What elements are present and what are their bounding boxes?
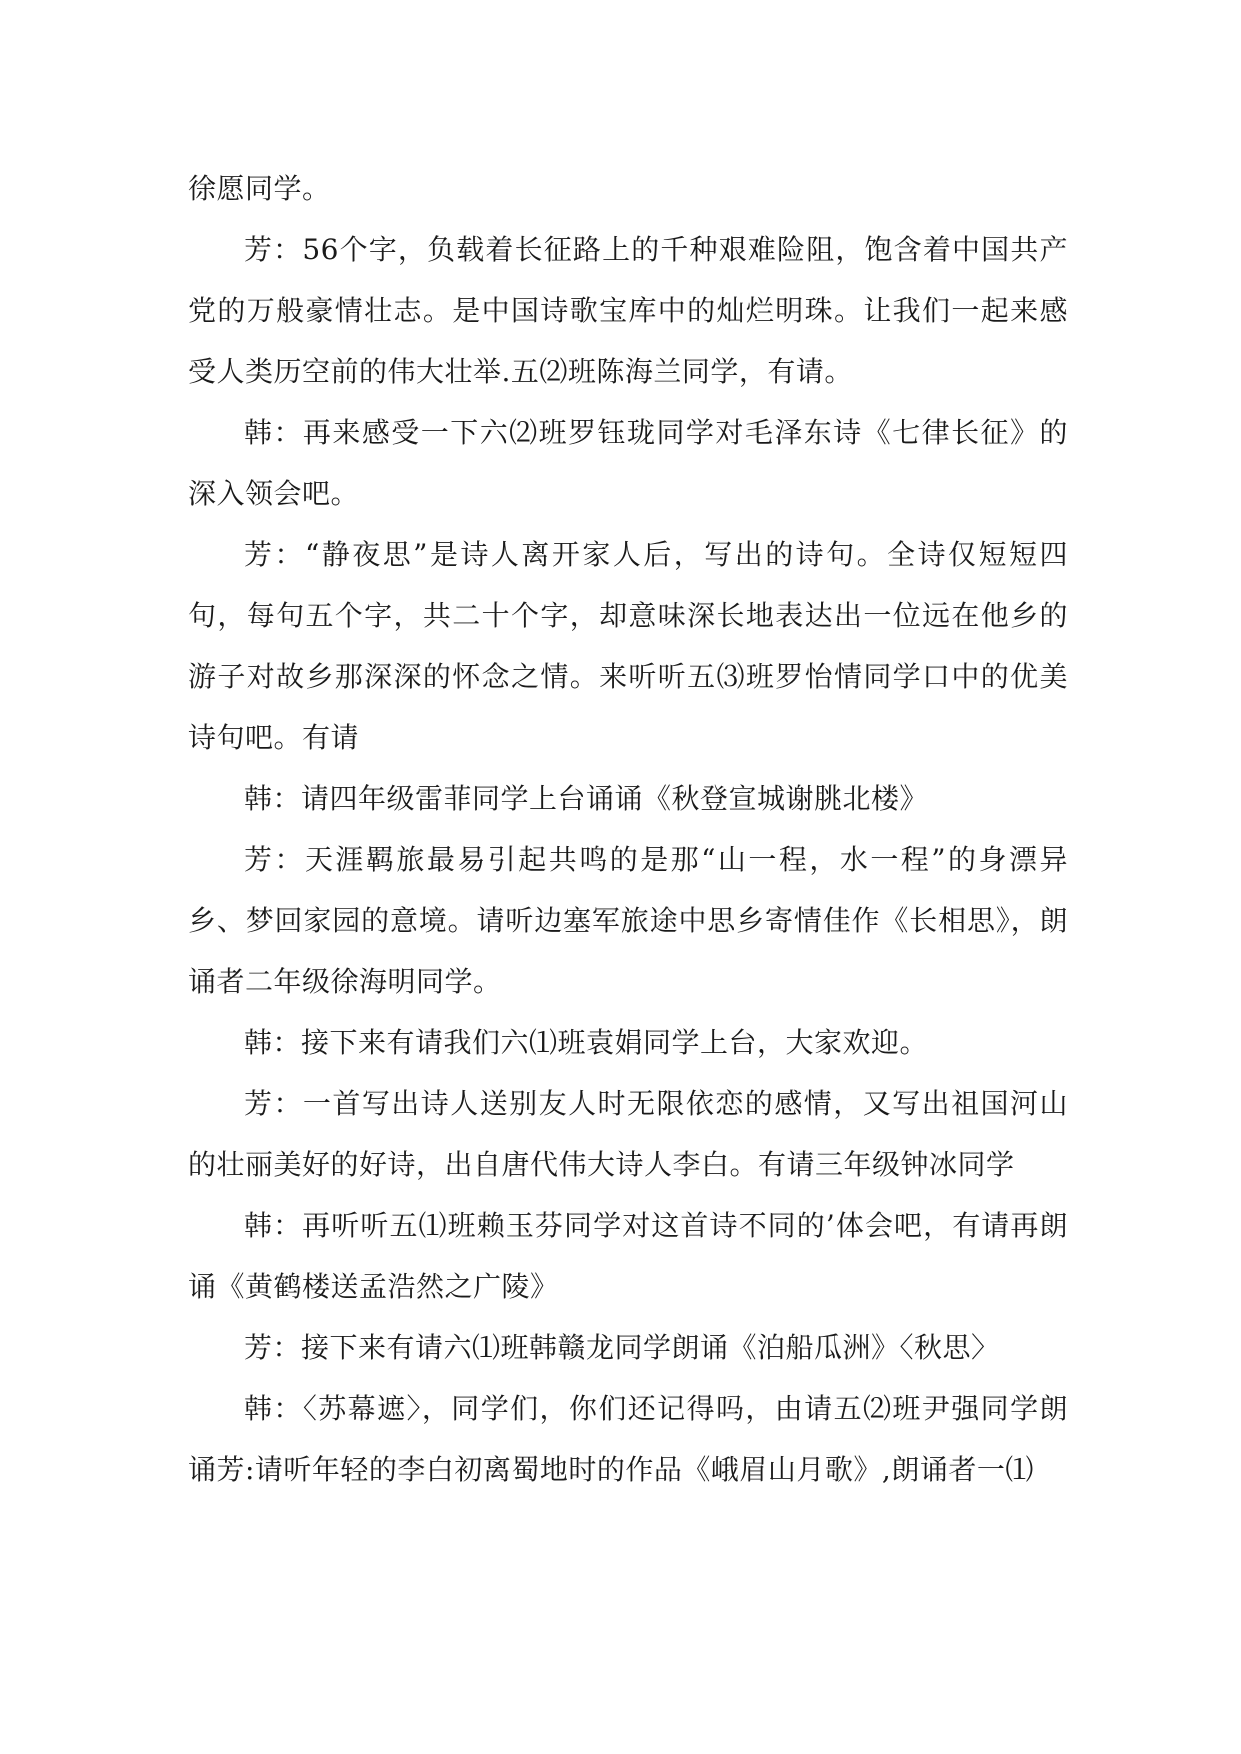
paragraph: 韩：请四年级雷菲同学上台诵诵《秋登宣城谢朓北楼》 — [244, 782, 929, 815]
paragraph: 芳：天涯羁旅最易引起共鸣的是那“山一程，水一程”的身漂异乡、梦回家园的意境。请听边塞军旅途中思乡寄情佳作《长相思》，朗诵者二年级徐海明同学。 — [188, 843, 1068, 998]
paragraph: 芳：56个字，负载着长征路上的千种艰难险阻，饱含着中国共产党的万般豪情壮志。是中国诗歌宝库中的灿烂明珠。让我们一起来感受人类历空前的伟大壮举.五⑵班陈海兰同学，有请。 — [188, 233, 1068, 388]
paragraph: 韩：〈苏幕遮〉，同学们，你们还记得吗，由请五⑵班尹强同学朗诵芳:请听年轻的李白初离蜀地时的作品《峨眉山月歌》,朗诵者一⑴ — [188, 1392, 1068, 1486]
paragraph: 芳：接下来有请六⑴班韩赣龙同学朗诵《泊船瓜洲》〈秋思〉 — [244, 1331, 1000, 1364]
paragraph: 韩：再来感受一下六⑵班罗钰珑同学对毛泽东诗《七律长征》的深入领会吧。 — [188, 416, 1068, 510]
paragraph: 徐愿同学。 — [188, 172, 331, 205]
paragraph: 芳：一首写出诗人送别友人时无限依恋的感情，又写出祖国河山的壮丽美好的好诗，出自唐代伟大诗人李白。有请三年级钟冰同学 — [188, 1087, 1068, 1181]
document-body — [188, 158, 1068, 1500]
paragraph: 芳：“静夜思”是诗人离开家人后，写出的诗句。全诗仅短短四句，每句五个字，共二十个字，却意味深长地表达出一位远在他乡的游子对故乡那深深的怀念之情。来听听五⑶班罗怡情同学口中的优美诗句吧。有请 — [188, 538, 1068, 754]
paragraph: 韩：接下来有请我们六⑴班袁娟同学上台，大家欢迎。 — [244, 1026, 929, 1059]
paragraph: 韩：再听听五⑴班赖玉芬同学对这首诗不同的’体会吧，有请再朗诵《黄鹤楼送孟浩然之广陵》 — [188, 1209, 1068, 1303]
